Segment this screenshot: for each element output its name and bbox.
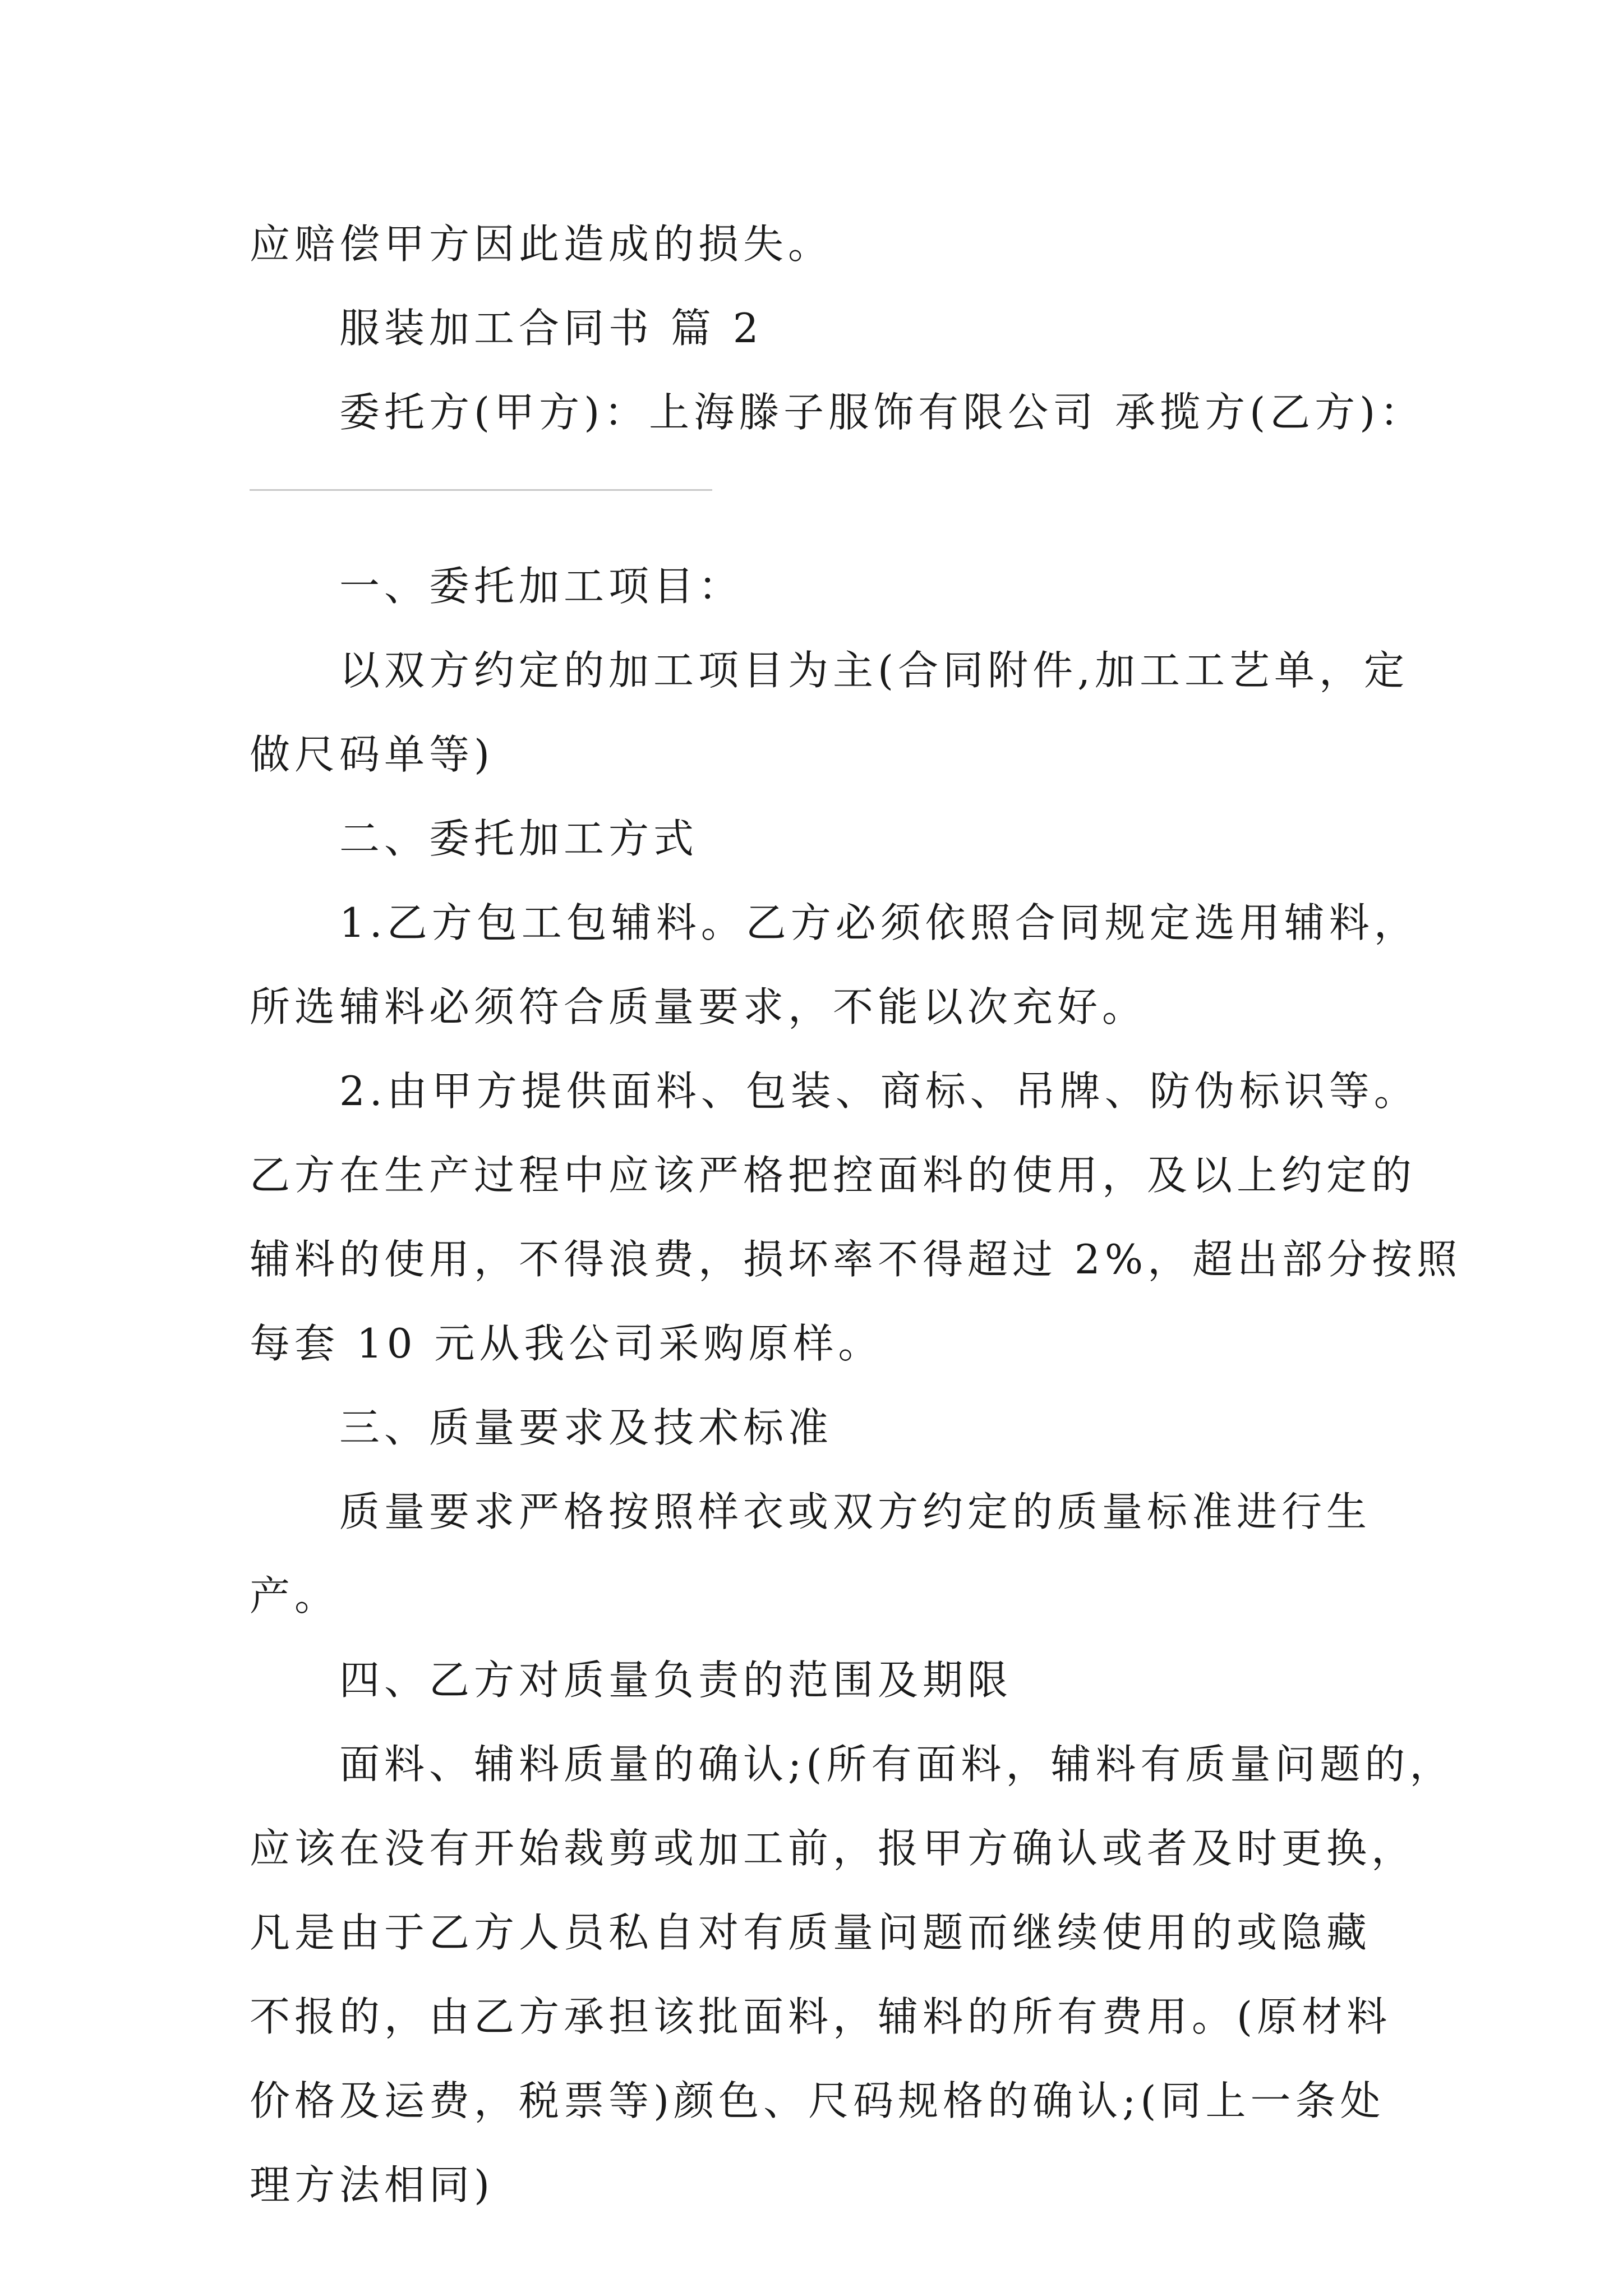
body-line: 应赔偿甲方因此造成的损失。 xyxy=(250,220,833,268)
body-line: 所选辅料必须符合质量要求，不能以次充好。 xyxy=(250,983,1147,1030)
body-line: 面料、辅料质量的确认;(所有面料，辅料有质量问题的， xyxy=(339,1741,1455,1788)
body-line: 质量要求严格按照样衣或双方约定的质量标准进行生 xyxy=(339,1488,1372,1535)
body-line: 产。 xyxy=(250,1572,340,1619)
paragraphs-body xyxy=(250,544,1462,2227)
body-line: 1.乙方包工包辅料。乙方必须依照合同规定选用辅料， xyxy=(339,899,1419,946)
clause-heading: 三、质量要求及技术标准 xyxy=(339,1404,833,1451)
body-line: 凡是由于乙方人员私自对有质量问题而继续使用的或隐藏 xyxy=(250,1909,1372,1956)
document-page xyxy=(250,202,1462,2227)
body-line: 不报的，由乙方承担该批面料，辅料的所有费用。(原材料 xyxy=(250,1993,1392,2040)
clause-heading: 一、委托加工项目： xyxy=(339,563,744,610)
paragraphs-top xyxy=(250,202,1425,454)
clause-heading: 四、乙方对质量负责的范围及期限 xyxy=(339,1657,1013,1704)
body-line: 2.由甲方提供面料、包装、商标、吊牌、防伪标识等。 xyxy=(339,1068,1419,1115)
horizontal-rule xyxy=(250,489,712,491)
body-line: 辅料的使用，不得浪费，损坏率不得超过 2%，超出部分按照 xyxy=(250,1236,1462,1283)
body-line: 每套 10 元从我公司采购原样。 xyxy=(250,1320,883,1367)
body-line: 做尺码单等) xyxy=(250,731,495,778)
party-line: 委托方(甲方)：上海滕子服饰有限公司 承揽方(乙方)： xyxy=(339,389,1425,436)
body-line: 价格及运费，税票等)颜色、尺码规格的确认;(同上一条处 xyxy=(250,2077,1385,2124)
body-line: 以双方约定的加工项目为主(合同附件,加工工艺单，定 xyxy=(339,647,1409,694)
body-line: 应该在没有开始裁剪或加工前，报甲方确认或者及时更换， xyxy=(250,1825,1417,1872)
body-line: 乙方在生产过程中应该严格把控面料的使用，及以上约定的 xyxy=(250,1152,1417,1199)
clause-heading: 二、委托加工方式 xyxy=(339,815,699,862)
body-line: 理方法相同) xyxy=(250,2161,495,2208)
section-heading: 服装加工合同书 篇 2 xyxy=(339,305,763,352)
